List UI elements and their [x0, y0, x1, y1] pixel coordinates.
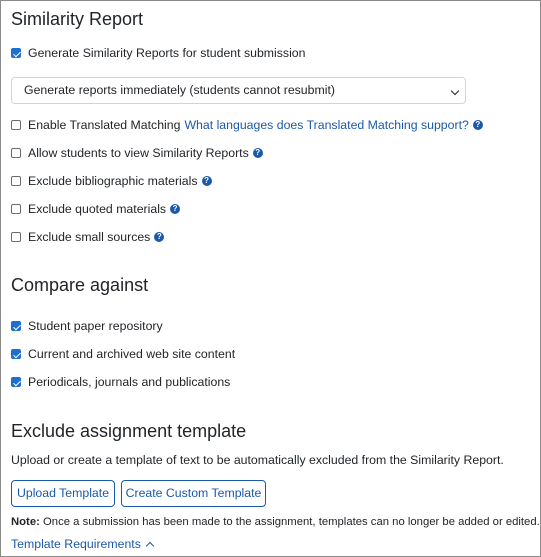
student-paper-repository-label: Student paper repository: [28, 319, 163, 333]
chevron-down-icon: [451, 87, 459, 95]
upload-template-button[interactable]: Upload Template: [11, 480, 115, 507]
note-label: Note:: [11, 516, 40, 528]
exclude-quoted-option[interactable]: [11, 201, 180, 217]
periodicals-checkbox[interactable]: [11, 377, 21, 387]
template-requirements-toggle[interactable]: [11, 536, 153, 552]
generate-reports-label: Generate Similarity Reports for student submission: [28, 46, 306, 60]
exclude-bibliographic-option[interactable]: [11, 173, 212, 189]
note-text: Once a submission has been made to the assignment, templates can no longer be added or edited.: [43, 516, 540, 528]
generate-reports-option[interactable]: [11, 45, 305, 61]
student-paper-repository-option[interactable]: [11, 318, 163, 334]
exclude-bibliographic-checkbox[interactable]: [11, 176, 21, 186]
template-requirements-link[interactable]: Template Requirements: [11, 537, 141, 551]
compare-against-heading: Compare against: [11, 275, 149, 295]
question-circle-icon[interactable]: ?: [473, 120, 483, 130]
create-custom-template-button[interactable]: Create Custom Template: [121, 480, 266, 507]
translated-matching-checkbox[interactable]: [11, 120, 21, 130]
exclude-quoted-label: Exclude quoted materials: [28, 202, 167, 216]
translated-matching-languages-link[interactable]: What languages does Translated Matching support?: [184, 118, 469, 132]
template-note: [11, 515, 540, 530]
translated-matching-option[interactable]: [11, 117, 483, 133]
web-content-label: Current and archived web site content: [28, 347, 236, 361]
web-content-checkbox[interactable]: [11, 349, 21, 359]
generate-reports-checkbox[interactable]: [11, 48, 21, 58]
view-reports-option[interactable]: [11, 145, 263, 161]
question-circle-icon[interactable]: ?: [170, 204, 180, 214]
student-paper-repository-checkbox[interactable]: [11, 321, 21, 331]
chevron-up-icon[interactable]: [146, 542, 154, 550]
web-content-option[interactable]: [11, 346, 235, 362]
exclude-small-sources-label: Exclude small sources: [28, 230, 151, 244]
periodicals-label: Periodicals, journals and publications: [28, 375, 231, 389]
periodicals-option[interactable]: [11, 374, 230, 390]
exclude-bibliographic-label: Exclude bibliographic materials: [28, 174, 198, 188]
similarity-report-heading: Similarity Report: [11, 9, 144, 29]
report-generation-select-value: Generate reports immediately (students cannot resubmit): [24, 83, 335, 97]
question-circle-icon[interactable]: ?: [253, 148, 263, 158]
translated-matching-label: Enable Translated Matching: [28, 118, 181, 132]
exclude-small-sources-option[interactable]: [11, 229, 164, 245]
exclude-quoted-checkbox[interactable]: [11, 204, 21, 214]
question-circle-icon[interactable]: ?: [202, 176, 212, 186]
exclude-small-sources-checkbox[interactable]: [11, 232, 21, 242]
question-circle-icon[interactable]: ?: [154, 232, 164, 242]
exclude-template-heading: Exclude assignment template: [11, 421, 247, 441]
view-reports-label: Allow students to view Similarity Reports: [28, 146, 249, 160]
report-generation-select[interactable]: [11, 77, 466, 104]
template-description: Upload or create a template of text to be automatically excluded from the Similarity Report.: [11, 453, 504, 467]
view-reports-checkbox[interactable]: [11, 148, 21, 158]
